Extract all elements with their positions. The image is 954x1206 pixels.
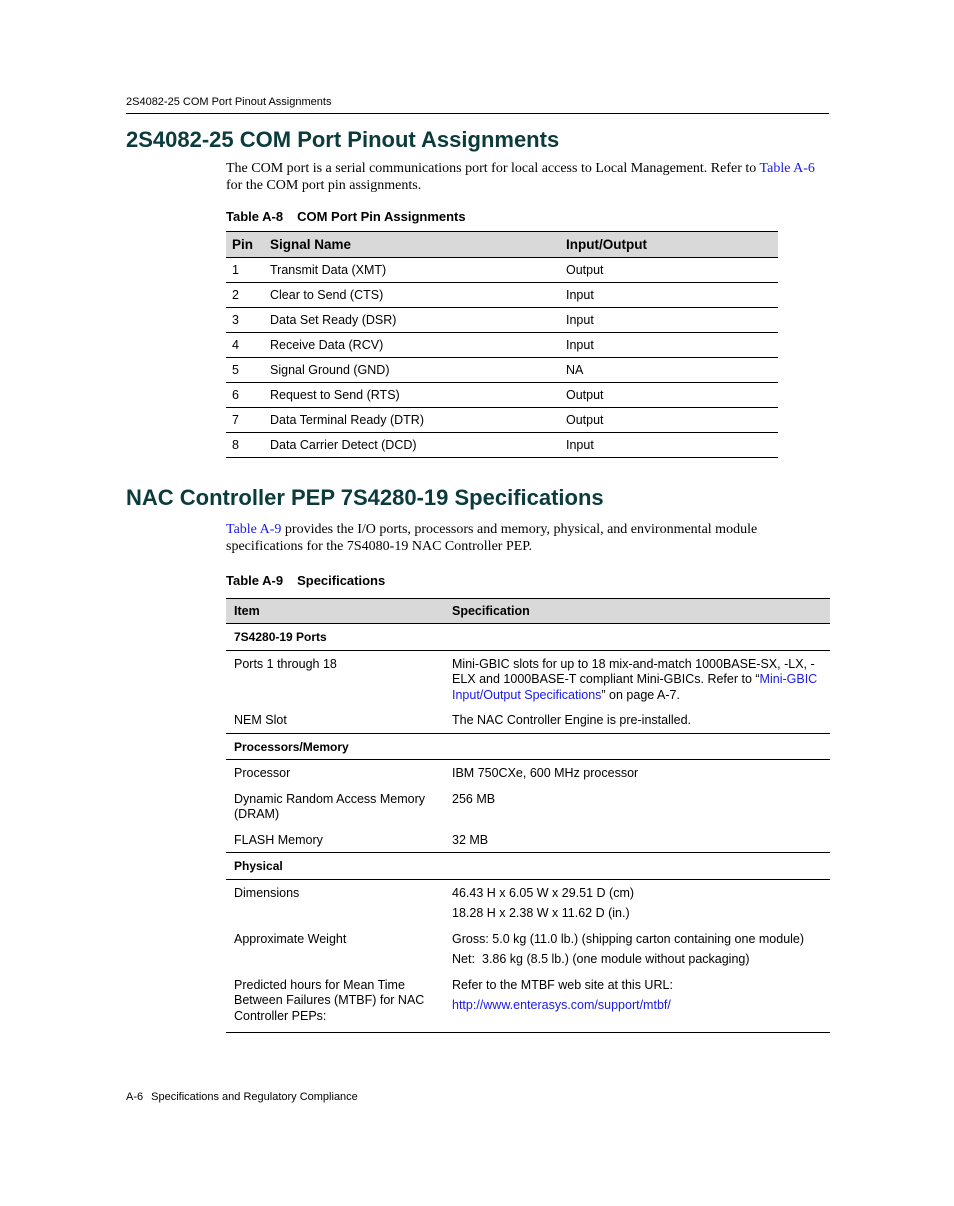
section-label: 7S4280-19 Ports <box>226 624 830 651</box>
section-row-physical <box>226 853 830 880</box>
signal-cell: Data Carrier Detect (DCD) <box>264 433 560 458</box>
spec-cell: 32 MB <box>444 827 830 853</box>
spec-cell: 256 MB <box>452 791 496 806</box>
net-value: 3.86 kg (8.5 lb.) (one module without packaging) <box>482 952 750 966</box>
section-title-com-port: 2S4082-25 COM Port Pinout Assignments <box>126 127 560 152</box>
page-footer <box>126 1091 358 1103</box>
table-row <box>226 972 830 1033</box>
signal-cell: Request to Send (RTS) <box>264 383 560 408</box>
item-cell: Dynamic Random Access Memory (DRAM) <box>234 791 426 821</box>
item-cell: FLASH Memory <box>226 827 444 853</box>
io-cell: Input <box>560 433 778 458</box>
spec-cell: The NAC Controller Engine is pre-installed. <box>444 707 830 733</box>
table-a9-link[interactable]: Table A-9 <box>226 522 282 537</box>
table-a8-caption <box>226 209 466 224</box>
spec-cell <box>444 650 830 707</box>
item-cell: Processor <box>234 766 291 780</box>
io-cell: Input <box>560 308 778 333</box>
spec-cell <box>444 926 830 972</box>
section-row-processors <box>226 733 830 760</box>
page-number: A-6 <box>126 1091 144 1103</box>
pin-cell: 5 <box>226 358 264 383</box>
para-text: provides the I/O ports, processors and memory, physical, and environmental module specifications for the 7S4080-19 NAC Controller PEP. <box>226 522 758 554</box>
column-header-specification: Specification <box>444 599 830 624</box>
spec-line: Refer to the MTBF web site at this URL: <box>452 977 673 992</box>
table-row <box>226 879 830 926</box>
nac-specs-paragraph <box>226 521 826 555</box>
spec-cell: IBM 750CXe, 600 MHz processor <box>452 766 639 780</box>
io-cell: Output <box>560 408 778 433</box>
mtbf-url-link[interactable]: http://www.enterasys.com/support/mtbf/ <box>452 998 671 1012</box>
com-port-paragraph <box>226 160 816 194</box>
pin-cell: 6 <box>226 383 264 408</box>
table-row <box>226 408 778 433</box>
table-row <box>226 650 830 707</box>
caption-title: COM Port Pin Assignments <box>297 209 466 224</box>
com-port-pin-table <box>226 231 778 458</box>
io-cell: Output <box>560 383 778 408</box>
signal-cell: Data Terminal Ready (DTR) <box>264 408 560 433</box>
caption-title: Specifications <box>297 573 386 588</box>
para-text: for the COM port pin assignments. <box>226 178 422 193</box>
section-label: Processors/Memory <box>226 733 830 760</box>
column-header-item: Item <box>226 599 444 624</box>
io-cell: Output <box>560 258 778 283</box>
column-header-input-output: Input/Output <box>560 232 778 258</box>
signal-cell: Data Set Ready (DSR) <box>264 308 560 333</box>
spec-line: 46.43 H x 6.05 W x 29.51 D (cm) <box>452 885 635 900</box>
spec-text: Mini-GBIC slots for up to 18 mix-and-match 1000BASE-SX, -LX, -ELX and 1000BASE-T compliant Mini-GBICs. Refer to “ <box>452 656 815 686</box>
section-title-nac-specs: NAC Controller PEP 7S4280-19 Specifications <box>126 485 604 510</box>
item-cell: Predicted hours for Mean Time Between Failures (MTBF) for NAC Controller PEPs: <box>226 972 444 1033</box>
table-header-row <box>226 599 830 624</box>
net-label: Net: <box>452 952 475 966</box>
pin-cell: 2 <box>226 283 264 308</box>
table-row <box>226 308 778 333</box>
mini-gbic-specs-link[interactable]: Mini-GBIC Input/Output Specifications <box>452 672 818 702</box>
spec-line: 18.28 H x 2.38 W x 11.62 D (in.) <box>452 906 630 920</box>
spec-cell <box>444 972 830 1033</box>
table-row <box>226 827 830 853</box>
item-cell: NEM Slot <box>226 707 444 733</box>
pin-cell: 1 <box>226 258 264 283</box>
pin-cell: 7 <box>226 408 264 433</box>
table-row <box>226 786 830 827</box>
table-row <box>226 258 778 283</box>
signal-cell: Signal Ground (GND) <box>264 358 560 383</box>
item-cell: Approximate Weight <box>234 931 347 946</box>
table-row <box>226 433 778 458</box>
spec-text: ” on page A-7. <box>601 687 680 702</box>
table-a9-caption <box>226 573 385 588</box>
table-row <box>226 383 778 408</box>
table-row <box>226 760 830 786</box>
caption-number: Table A-8 <box>226 209 284 224</box>
spec-cell <box>444 879 830 926</box>
pin-cell: 4 <box>226 333 264 358</box>
pin-cell: 8 <box>226 433 264 458</box>
signal-cell: Clear to Send (CTS) <box>264 283 560 308</box>
column-header-signal-name: Signal Name <box>264 232 560 258</box>
para-text: The COM port is a serial communications port for local access to Local Management. Refer to <box>226 161 760 176</box>
spec-line: Gross: 5.0 kg (11.0 lb.) (shipping carton containing one module) <box>452 931 805 946</box>
table-row <box>226 333 778 358</box>
table-row <box>226 283 778 308</box>
io-cell: Input <box>560 283 778 308</box>
item-cell: Dimensions <box>234 885 300 900</box>
table-row <box>226 358 778 383</box>
table-row <box>226 926 830 972</box>
table-header-row <box>226 232 778 258</box>
item-cell: Ports 1 through 18 <box>234 656 337 671</box>
io-cell: NA <box>560 358 778 383</box>
io-cell: Input <box>560 333 778 358</box>
section-row-ports <box>226 624 830 651</box>
header-rule <box>126 113 829 114</box>
caption-number: Table A-9 <box>226 573 284 588</box>
table-a6-link[interactable]: Table A-6 <box>759 161 815 176</box>
table-row <box>226 707 830 733</box>
signal-cell: Transmit Data (XMT) <box>264 258 560 283</box>
signal-cell: Receive Data (RCV) <box>264 333 560 358</box>
running-header: 2S4082-25 COM Port Pinout Assignments <box>126 96 332 108</box>
section-label: Physical <box>226 853 830 880</box>
footer-title: Specifications and Regulatory Compliance <box>151 1091 358 1103</box>
pin-cell: 3 <box>226 308 264 333</box>
spec-line <box>452 952 822 968</box>
specifications-table <box>226 598 830 1033</box>
column-header-pin: Pin <box>226 232 264 258</box>
